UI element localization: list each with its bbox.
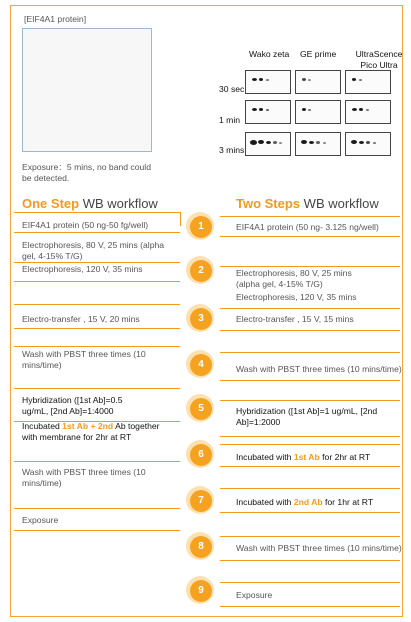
one-step-s8: Exposure [22,515,59,525]
two-steps-s2b: (alpha gel, 4-15% T/G) [236,279,323,289]
step-8-marker: 8 [190,536,212,558]
two-steps-s7-post: for 1hr at RT [325,497,374,507]
two-steps-s6-highlight: 1st Ab [293,452,320,462]
blot-ge-1min [295,100,341,124]
step-3-marker: 3 [190,308,212,330]
blot-wako-1min [245,100,291,124]
blank-blot-image [22,28,152,152]
two-steps-s3: Electro-transfer , 15 V, 15 mins [236,314,354,324]
one-step-s1: EIF4A1 protein (50 ng-50 fg/well) [22,220,149,230]
two-steps-s7-highlight: 2nd Ab [293,497,323,507]
one-step-s3: Electro-transfer , 15 V, 20 mins [22,314,140,324]
one-step-s6-highlight: 1st Ab + 2nd [62,421,114,431]
one-step-subtitle: WB workflow [82,196,158,211]
one-step-s5: Hybridization ([1st Ab]=0.5 ug/mL, [2nd Ab]=1:4000 [22,395,123,416]
one-step-s6-post: Ab together with membrane for 2hr at RT [22,421,160,442]
two-steps-title: Two Steps [236,196,301,211]
one-step-s4: Wash with PBST three times (10 mins/time) [22,349,146,370]
two-steps-heading [236,196,379,211]
two-steps-s7 [236,497,373,508]
blot-wako-30sec [245,70,291,94]
blot-ultra-3mins [345,132,391,156]
two-steps-s1: EIF4A1 protein (50 ng- 3.125 ng/well) [236,222,379,232]
blot-wako-3mins [245,132,291,156]
two-steps-s4: Wash with PBST three times (10 mins/time) [236,364,402,374]
one-step-s2a: Electrophoresis, 80 V, 25 mins (alpha gel, 4-15% T/G) [22,240,165,261]
two-steps-s6-pre: Incubated with [236,452,292,462]
exposure-note: Exposure：5 mins, no band could be detected. [22,162,151,183]
one-step-title: One Step [22,196,80,211]
row-3mins: 3 mins [219,145,245,155]
step-9-marker: 9 [190,580,212,602]
two-steps-s8: Wash with PBST three times (10 mins/time) [236,543,402,553]
step-7-marker: 7 [190,490,212,512]
one-step-s7: Wash with PBST three times (10 mins/time) [22,467,146,488]
step-6-marker: 6 [190,444,212,466]
two-steps-s9: Exposure [236,590,273,600]
step-1-marker: 1 [190,216,212,238]
col-ultrascence: UltraScence Pico Ultra [355,49,403,70]
blot-ge-30sec [295,70,341,94]
two-steps-s7-pre: Incubated with [236,497,292,507]
blot-ultra-1min [345,100,391,124]
blot-label: [EIF4A1 protein] [24,14,87,24]
step-4-marker: 4 [190,354,212,376]
two-steps-subtitle: WB workflow [303,196,379,211]
one-step-heading [22,196,158,211]
two-steps-s2c: Electrophoresis, 120 V, 35 mins [236,292,357,302]
row-30sec: 30 sec [219,84,245,94]
row-1min: 1 min [219,115,241,125]
col-ge: GE prime [300,49,337,59]
step-5-marker: 5 [190,398,212,420]
col-wako: Wako zeta [249,49,290,59]
one-step-s6 [22,421,162,443]
two-steps-s6-post: for 2hr at RT [322,452,371,462]
blot-ultra-30sec [345,70,391,94]
two-steps-s5: Hybridization ([1st Ab]=1 ug/mL, [2nd Ab]=1:2000 [236,406,378,427]
one-step-s2b: Electrophoresis, 120 V, 35 mins [22,264,143,274]
two-steps-s6 [236,452,370,463]
blot-ge-3mins [295,132,341,156]
step-2-marker: 2 [190,260,212,282]
one-step-s6-pre: Incubated [22,421,60,431]
two-steps-s2a: Electrophoresis, 80 V, 25 mins [236,268,352,278]
